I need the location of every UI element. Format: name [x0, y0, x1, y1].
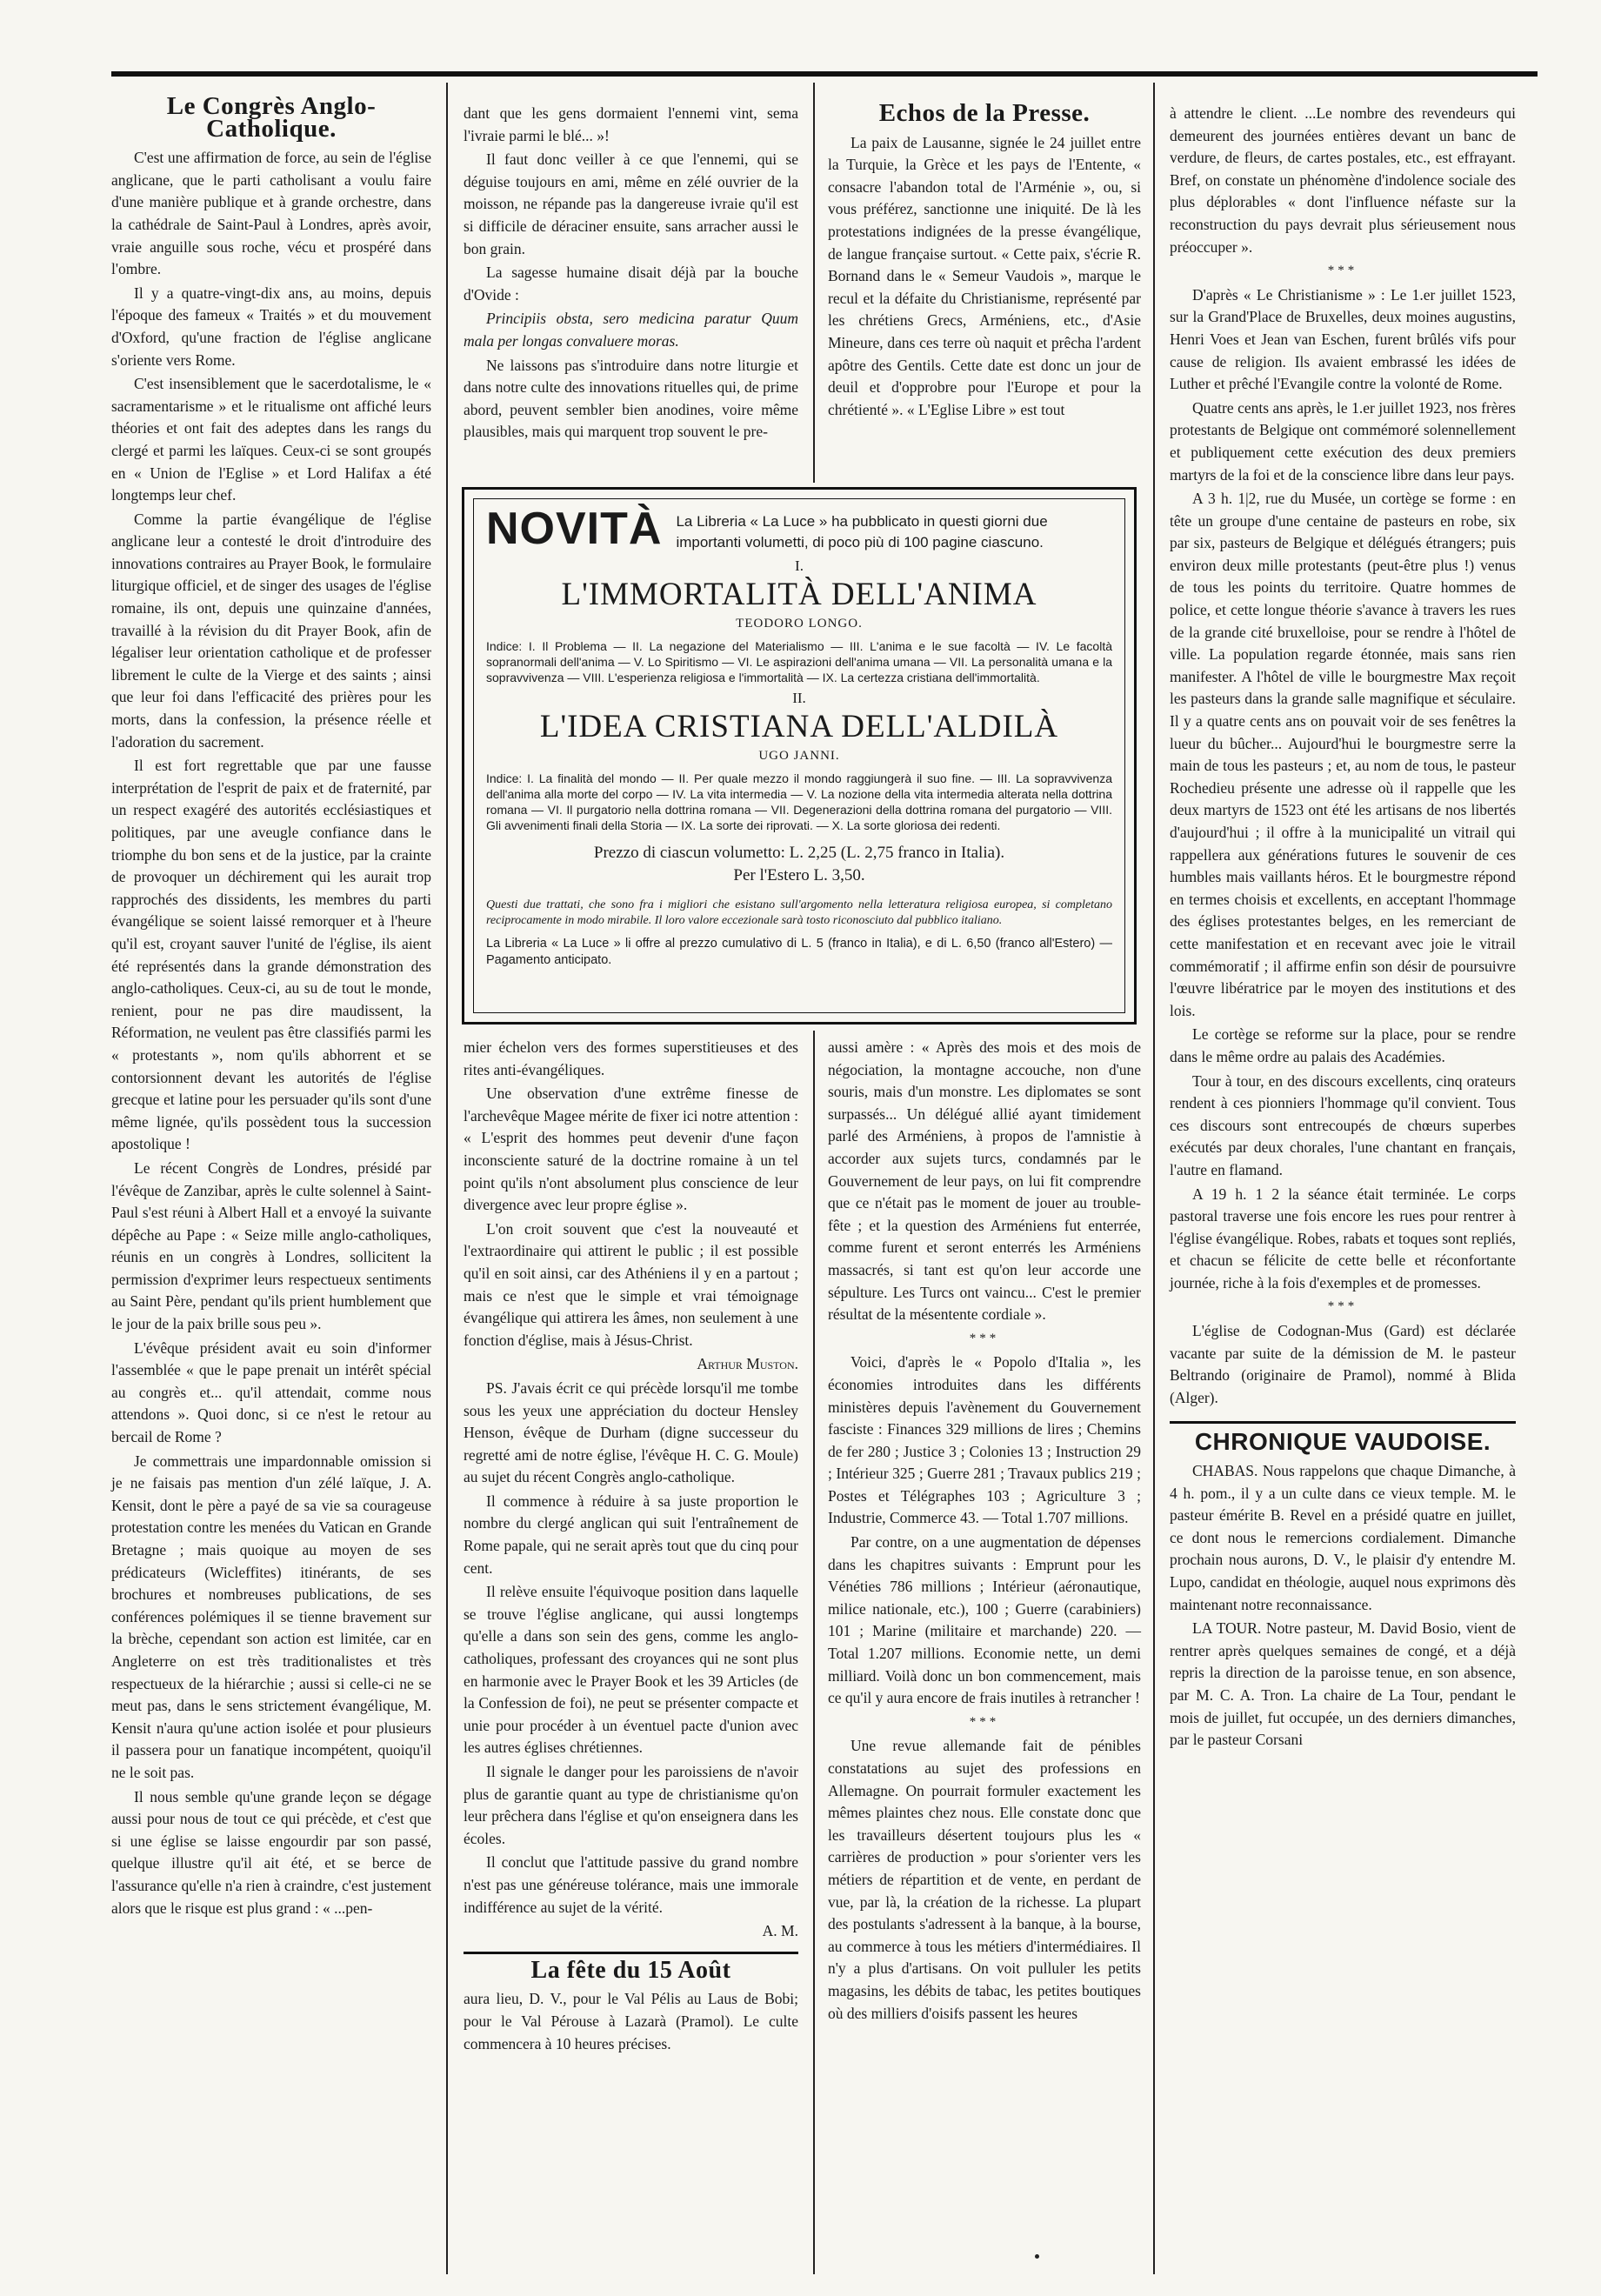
signature: A. M.	[762, 1922, 798, 1940]
price-line: Per l'Estero L. 3,50.	[733, 866, 865, 884]
paragraph: Une observation d'une extrême finesse de l'archevêque Magee mérite de fixer ici notre attention : « L'esprit des hommes peut devenir d'une façon inconsciente saturé de la doctrine romaine à un tel point qu'ils n'ont absolument plus conscience de leur divergence avec leur propre église ».	[464, 1085, 798, 1214]
paragraph: Il nous semble qu'une grande leçon se dégage aussi pour nous de tout ce qui précède, et c'est que si une église se laisse engourdir par son passé, quelque illustre qu'il ait été, et se berce de l'assurance qu'elle n'a rien à craindre, c'est justement alors que le risque est plus grand : « ...pen-	[111, 1787, 431, 1917]
article-heading: Echos de la Presse.	[878, 99, 1091, 127]
chronique-heading: CHRONIQUE VAUDOISE.	[1194, 1428, 1491, 1456]
paragraph: Il commence à réduire à sa juste proportion le nombre du clergé anglican qui suit l'entraînement de Rome papale, qui ne serait après tout que du cinq pour cent.	[464, 1492, 798, 1577]
novita-title: NOVITÀ	[486, 504, 663, 554]
latin-quote: Principiis obsta, sero medicina paratur Quum mala per longas convaluere moras.	[464, 310, 798, 350]
separator-stars: ***	[1327, 1299, 1358, 1314]
column-2-top	[464, 103, 798, 478]
paragraph: Je commettrais une impardonnable omission si je ne faisais pas mention d'un zélé laïque, J. A. Kensit, dont le père a payé de sa vie sa courageuse protestation contre les menées du Vatican en Grande Bretagne ; mais quoique au moyen de ses prédicateurs (Wicleffites) itinérants, de ses brochures et nombreuses publications, de ses conférences polémiques il se tienne bravement sur la brèche, cependant son action est limitée, car en Angleterre on est très traditionalistes et très respectueux de la hiérarchie ; aussi si celle-ci ne se meut pas, dans le sens strictement évangélique, M. Kensit n'aura qu'une action isolée et pour plusieurs il passera pour un fanatique incompétent, quoiqu'il ne le soit pas.	[111, 1452, 431, 1781]
separator-stars: ***	[969, 1714, 1000, 1729]
column-1	[111, 92, 431, 2279]
paragraph: C'est insensiblement que le sacerdotalisme, le « sacramentarisme » et le ritualisme ont affiché leurs théories et ont fait des adeptes dans les rangs du clergé et parmi les laïques. Ceux-ci se sont groupés en « Union de l'Eglise » et Lord Halifax a été longtemps leur chef.	[111, 375, 431, 504]
paragraph: Le cortège se reforme sur la place, pour se rendre dans le même ordre au palais des Académies.	[1170, 1025, 1516, 1065]
separator-stars: ***	[1327, 264, 1358, 278]
paragraph: L'église de Codognan-Mus (Gard) est déclarée vacante par suite de la démission de M. le pasteur Beltrando (originaire de Pramol), nommé à Blida (Alger).	[1170, 1322, 1516, 1406]
paragraph: aussi amère : « Après des mois et des mois de négociation, la montagne accouche, non d'une souris, mais d'un monstre. Les diplomates se sont surpassés... Un délégué allié ayant timidement parlé des Arméniens, à propos de l'amnistie à accorder aux sujets turcs, condamnés par le Gouvernement de leur pays, on lui fit comprendre que ce n'était pas le moment de jouer au trouble-fête ; et la question des Arméniens fut enterrée, comme furent et seront enterrés les Arméniens massacrés, si tant est qu'on leur accorde une sépulture. Les Turcs ont vaincu... C'est le premier résultat de la mésentente cordiale ».	[828, 1038, 1141, 1324]
paragraph: LA TOUR. Notre pasteur, M. David Bosio, vient de rentrer après quelques semaines de congé, et a déjà repris la direction de la paroisse tenue, en son absence, par M. C. A. Tron. La chaire de La Tour, pendant le mois de juillet, fut occupée, un des derniers dimanches, par le pasteur Corsani	[1170, 1619, 1516, 1749]
paragraph: D'après « Le Christianisme » : Le 1.er juillet 1523, sur la Grand'Place de Bruxelles, deux moines augustins, Henri Voes et Jean van Eschen, furent brûlés vifs pour cause de religion. Ils avaient embrassé les idées de Luther et prêché l'Evangile contre la volonté de Rome.	[1170, 285, 1516, 393]
paragraph: A 3 h. 1|2, rue du Musée, un cortège se forme : en tête un groupe d'une centaine de pasteurs en robe, six par six, pasteurs de Belgique et délégués étrangers; puis environ deux mille protestants (peut-être plus !) venus de tous les points du territoire. Quatre hommes de police, et cette longue théorie s'avance à travers les rues de la grande cité bruxelloise, pour se rendre à l'hôtel de ville. La population regarde étonnée, mais sans rien manifester. A l'hôtel de ville le bourgmestre Max reçoit les pasteurs dans la grande salle magnifique et séculaire. Il y a quatre cents ans on pouvait voir de ses fenêtres la lueur du bûcher... Aujourd'hui le bourgmestre serre la main de tous les pasteurs ; et, au nom de tous, le pasteur Rochedieu présente une adresse où il rappelle que les deux martyrs de 1523 ont été les artisans de nos libertés d'aujourd'hui ; il offre à la municipalité un vitrail qui rappellera aux générations futures le souvenir de ces humbles mais vaillants héros. Et le bourgmestre répond en termes choisis et excellents, en acceptant l'hommage des églises protestantes belges, en les remerciant de cette manifestation et en recevant avec joie le vitrail commémoratif ; il affirme enfin son désir de poursuivre l'œuvre libératrice par le moyen des institutions et des lois.	[1170, 490, 1516, 1019]
signature: Arthur Muston.	[697, 1355, 798, 1373]
paragraph: Voici, d'après le « Popolo d'Italia », les économies introduites dans les différents ministères depuis l'avènement du Gouvernement fasciste : Finances 329 millions de lires ; Chemins de fer 280 ; Justice 3 ; Colonies 13 ; Instruction 29 ; Intérieur 325 ; Guerre 281 ; Travaux publics 219 ; Postes et Télégraphes 103 ; Agriculture 3 ; Industrie, Commerce 43. — Total 1.707 millions.	[828, 1353, 1141, 1527]
ad-cumulative-offer: La Libreria « La Luce » li offre al prezzo cumulativo di L. 5 (franco in Italia), e di L. 6,50 (franco all'Estero) — Pagamento anticipato.	[486, 937, 1112, 967]
ad-note: Questi due trattati, che sono fra i migliori che esistano sull'argomento nella letteratura religiosa europea, si completano reciprocamente in modo mirabile. Il loro valore eccezionale sarà tosto riconosciuto dal pubblico italiano.	[486, 898, 1112, 927]
column-rule	[1153, 83, 1155, 2274]
paragraph: Il relève ensuite l'équivoque position dans laquelle se trouve l'église anglicane, qui aussi longtemps qu'elle a dans son sein des gens, comme les anglo-catholiques, professant des croyances qui ne sont plus en harmonie avec le Prayer Book et les 39 Articles (de la Confession de foi), ne peut se présenter compacte et unie pour procéder à un éventuel pacte d'union avec les autres églises chrétiennes.	[464, 1583, 798, 1757]
column-rule	[813, 83, 815, 483]
print-speck	[1035, 2254, 1039, 2259]
paragraph: La paix de Lausanne, signée le 24 juillet entre la Turquie, la Grèce et les pays de l'Entente, « consacre l'abandon total de l'Arménie », ou, si vous préférez, sanctionne une iniquité. De là les protestations indignées de la presse évangélique, de langue française surtout. « Cette paix, s'écrie R. Bornand dans le « Semeur Vaudois », marque le recul et la défaite du Christianisme, représenté par les chrétiens Grecs, Arméniens, etc., d'Asie Mineure, dans ces terre où naquit et prêcha l'ardent apôtre des Gentils. Cette date est donc un jour de deuil et d'opprobre pour l'Europe et pour la chrétienté ». « L'Eglise Libre » est tout	[828, 133, 1141, 418]
paragraph: Tour à tour, en des discours excellents, cinq orateurs rendent à ces pionniers l'hommage qu'il convient. Tous ces discours sont entrecoupés de chœurs superbes exécutés par deux chorales, l'une chantant en français, l'autre en flamand.	[1170, 1071, 1516, 1178]
book-index: Indice: I. La finalità del mondo — II. Per quale mezzo il mondo raggiungerà il suo fine. — III. La sopravvivenza dell'anima alla morte del corpo — IV. La vita intermedia — V. La nozione della vita intermedia alterata nella dottrina romana — VI. Il purgatorio nella dottrina romana — VII. Degenerazioni della dottrina romana del purgatorio — VIII. Gli avvenimenti finali della Storia — IX. La sorte dei riprovati. — X. La sorte gloriosa dei redenti.	[486, 771, 1112, 832]
paragraph: Il est fort regrettable que par une fausse interprétation de l'esprit de paix et de fraternité, par un respect exagéré des autorités ecclésiastiques et politiques, par une aveugle confiance dans le triomphe du bon sens et de la justice, par la crainte de provoquer un déchirement qui les aurait trop rapprochés des dissidents, les membres du parti évangélique se soient laissé remorquer et à l'heure qu'il est, croyant sauver l'unité de l'église, ils aient été représentés dans la grande démonstration des anglo-catholiques. Ceux-ci, au su de tout le monde, renient, pour ne pas dire maudissent, la Réformation, ne veulent pas être classifiés parmi les « protestants », nom qu'ils abhorrent et se contorsionnent devant les autorités de l'église grecque et latine pour les persuader qu'ils sont d'une même lignée, qu'ils possèdent tous la succession apostolique !	[111, 757, 431, 1153]
paragraph: dant que les gens dormaient l'ennemi vint, sema l'ivraie parmi le blé... »!	[464, 104, 798, 144]
column-3-top	[828, 99, 1141, 478]
heading-rule	[1170, 1421, 1516, 1424]
paragraph: Ne laissons pas s'introduire dans notre liturgie et dans notre culte des innovations rituelles qui, de prime abord, peuvent sembler bien anodines, voire même plausibles, mais qui marquent trop souvent le pre-	[464, 356, 798, 441]
column-4	[1170, 103, 1516, 2277]
paragraph: mier échelon vers des formes superstitieuses et des rites anti-évangéliques.	[464, 1038, 798, 1078]
price-line: Prezzo di ciascun volumetto: L. 2,25 (L. 2,75 franco in Italia).	[593, 844, 1005, 862]
paragraph: aura lieu, D. V., pour le Val Pélis au Laus de Bobi; pour le Val Pérouse à Lazarà (Pramol). Le culte commencera à 10 heures précises.	[464, 1990, 798, 2052]
heading-rule	[464, 1952, 798, 1954]
paragraph: PS. J'avais écrit ce qui précède lorsqu'il me tombe sous les yeux une appréciation du docteur Hensley Henson, évêque de Durham (digne successeur du regretté ami de notre église, l'évêque H. C. G. Moule) au sujet du récent Congrès anglo-catholique.	[464, 1378, 798, 1486]
paragraph: à attendre le client. ...Le nombre des revendeurs qui demeurent des journées entières devant un banc de verdure, de fleurs, de cartes postales, etc., est effrayant. Bref, on constate un phénomène d'indolence sociale des plus déplorables « dont l'influence néfaste sur la reconstruction du pays devrait plus sérieusement nous préoccuper ».	[1170, 104, 1516, 256]
paragraph: Il faut donc veiller à ce que l'ennemi, qui se déguise toujours en ami, même en zélé ouvrier de la moisson, ne répande pas la dangereuse ivraie qu'il est si difficile de déraciner ensuite, sans arracher aussi le bon grain.	[464, 150, 798, 257]
paragraph: CHABAS. Nous rappelons que chaque Dimanche, à 4 h. pom., il y a un culte dans ce vieux temple. M. le pasteur émérite B. Revel en a présidé quatre en juillet, ce dont nous le remercions cordialement. Dimanche prochain nous aurons, D. V., le plaisir d'y entendre M. Lupo, candidat en théologie, auquel nous exprimons dès maintenant notre reconnaissance.	[1170, 1462, 1516, 1613]
paragraph: C'est une affirmation de force, au sein de l'église anglicane, que le parti catholisant a voulu faire d'une manière publique et à grande orchestre, dans la cathédrale de Saint-Paul à Londres, après avoir, vraie anguille sous roche, vécu et prospéré dans l'ombre.	[111, 149, 431, 278]
book-number: I.	[795, 557, 804, 574]
paragraph: L'évêque président avait eu soin d'informer l'assemblée « que le pape prenait un intérêt spécial au congrès et... qu'il attendait, comme nous attendons ». Quoi donc, si ce n'est le retour au bercail de Rome ?	[111, 1338, 431, 1446]
top-rule	[111, 71, 1538, 77]
fete-heading: La fête du 15 Août	[530, 1956, 731, 1984]
column-rule	[446, 83, 448, 2274]
book-author: TEODORO LONGO.	[736, 617, 863, 631]
book-number: II.	[792, 690, 806, 706]
paragraph: Il signale le danger pour les paroissiens de n'avoir plus de garantie quant au type de christianisme qu'on leur prêchera dans l'église et qu'on enseignera dans les écoles.	[464, 1763, 798, 1847]
ad-intro: La Libreria « La Luce » ha pubblicato in questi giorni due importanti volumetti, di poco più di 100 pagine ciascuno.	[676, 513, 1048, 551]
paragraph: Comme la partie évangélique de l'église anglicane leur a contesté le droit d'introduire des innovations contraires au Prayer Book, le formulaire liturgique officiel, et de singer des usages de l'église romaine, ils ont, depuis une quinzaine d'années, travaillé à la révision du dit Prayer Book, afin de légaliser leur orientation catholique et de professer librement le culte de la Vierge et des saints ; ainsi que leur foi dans l'efficacité des prières pour les morts, dans la confession, la présence réelle et l'adoration du sacrement.	[111, 510, 431, 751]
book-author: UGO JANNI.	[758, 749, 840, 763]
paragraph: Le récent Congrès de Londres, présidé par l'évêque de Zanzibar, après le culte solennel à Saint-Paul s'est réuni à Albert Hall et a envoyé la suivante dépêche au Pape : « Seize mille anglo-catholiques, réunis en un congrès à Londres, sollicitent la permission d'exprimer leurs respectueux sentiments au Saint Père, pendant qu'ils prient humblement que le jour de la paix brille sous peu ».	[111, 1158, 431, 1333]
book-title: L'IMMORTALITÀ DELL'ANIMA	[561, 577, 1037, 612]
paragraph: A 19 h. 1 2 la séance était terminée. Le corps pastoral traverse une fois encore les rues pour rentrer à l'église évangélique. Robes, rabats et toques sont repliés, et chacun se félicite de cette belle et réconfortante journée, riche à la fois d'exemples et de promesses.	[1170, 1185, 1516, 1292]
paragraph: Quatre cents ans après, le 1.er juillet 1923, nos frères protestants de Belgique ont commémoré solennellement et publiquement cette exécution des deux premiers martyrs de la foi et de la conscience libre dans leur pays.	[1170, 398, 1516, 484]
separator-stars: ***	[969, 1331, 1000, 1345]
article-heading: Le Congrès Anglo-Catholique.	[166, 92, 377, 143]
paragraph: Il conclut que l'attitude passive du grand nombre n'est pas une généreuse tolérance, mais une immorale indifférence au sujet de la vérité.	[464, 1853, 798, 1916]
paragraph: La sagesse humaine disait déjà par la bouche d'Ovide :	[464, 264, 798, 304]
column-rule	[813, 1031, 815, 2274]
column-3-bottom	[828, 1037, 1141, 2280]
paragraph: Par contre, on a une augmentation de dépenses dans les chapitres suivants : Emprunt pour les Vénéties 786 millions ; Intérieur (aéronautique, milice nationale, etc.), 100 ; Guerre (carabiniers) 101 ; Marine (militaire et marchande) 220. — Total 1.207 millions. Economie nette, un demi milliard. Voilà donc un bon commencement, mais ce qu'il y aura encore de frais inutiles à retrancher !	[828, 1533, 1141, 1707]
book-index: Indice: I. Il Problema — II. La negazione del Materialismo — III. L'anima e le sue facoltà — IV. Le facoltà sopranormali dell'anima — V. Lo Spiritismo — VI. Le aspirazioni dell'anima umana — VII. La personalità umana e la sopravvivenza — VIII. L'esperienza religiosa e l'immortalità — IX. La certezza cristiana dell'immortalità.	[486, 639, 1112, 684]
book-title: L'IDEA CRISTIANA DELL'ALDILÀ	[539, 709, 1059, 744]
advertisement-box	[462, 487, 1137, 1025]
paragraph: Il y a quatre-vingt-dix ans, au moins, depuis l'époque des fameux « Traités » et du mouvement d'Oxford, qu'une fraction de l'église anglicane s'oriente vers Rome.	[111, 284, 431, 369]
paragraph: L'on croit souvent que c'est la nouveauté et l'extraordinaire qui attirent le public ; il est possible qu'il en soit ainsi, car des Athéniens il y en a partout ; mais ce n'est que le simple et vrai témoignage évangélique qui attirera les âmes, non seulement à une fonction d'église, mais à Jésus-Christ.	[464, 1219, 798, 1349]
paragraph: Une revue allemande fait de pénibles constatations au sujet des professions en Allemagne. On pourrait formuler exactement les mêmes plaintes chez nous. Elle constate donc que les travailleurs désertent toujours plus les « carrières de production » pour s'orienter vers les métiers de répartition et de vente, en perdant de vue, par là, la création de la richesse. La plupart des postulants s'adressent à la banque, à la bourse, au commerce à tous les métiers d'intermédiaires. Il n'y a plus d'artisans. On voit pulluler les petits magasins, les débits de tabac, les petites boutiques où des milliers d'oisifs passent les heures	[828, 1737, 1141, 2022]
column-2-bottom	[464, 1037, 798, 2280]
